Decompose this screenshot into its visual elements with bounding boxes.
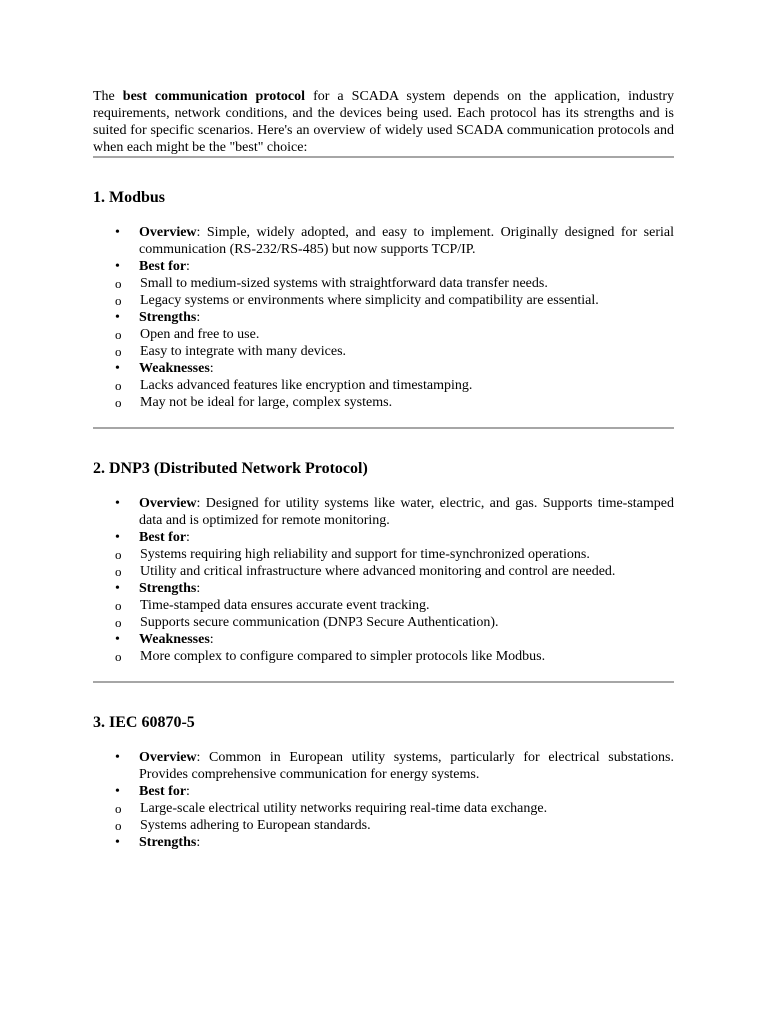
colon: : [186, 259, 190, 274]
sub-list-item [93, 292, 674, 309]
colon: : [196, 310, 201, 325]
sub-list-item [93, 817, 674, 834]
sub-item-text: Lacks advanced features like encryption and timestamping. [140, 378, 473, 393]
sub-item-text: Systems adhering to European standards. [140, 818, 371, 833]
bullet-icon: • [115, 361, 120, 376]
sub-bullet-icon: o [115, 293, 122, 308]
sub-list-item [93, 563, 674, 580]
overview-text: : Common in European utility systems, particularly for electrical substations. Provides comprehensive communication for energy systems. [139, 750, 674, 782]
sub-item-text: Large-scale electrical utility networks requiring real-time data exchange. [140, 801, 548, 816]
sub-bullet-icon: o [115, 564, 122, 579]
label-overview: Overview [139, 496, 197, 511]
label-best-for: Best for [139, 259, 187, 274]
sub-list-item [93, 377, 674, 394]
sub-list-item [93, 614, 674, 631]
sub-bullet-icon: o [115, 395, 122, 410]
colon: : [196, 581, 201, 596]
bullet-icon: • [115, 784, 120, 799]
sub-item-text: Open and free to use. [140, 327, 260, 342]
bullet-icon: • [115, 750, 120, 765]
sub-item-text: May not be ideal for large, complex systems. [140, 395, 393, 410]
sub-item-text: Legacy systems or environments where simplicity and compatibility are essential. [140, 293, 599, 308]
bullet-icon: • [115, 835, 120, 850]
section-title-iec: 3. IEC 60870-5 [93, 714, 195, 731]
colon: : [186, 784, 190, 799]
label-overview: Overview [139, 225, 197, 240]
sub-list-item [93, 597, 674, 614]
weaknesses-sublist [93, 377, 674, 411]
list-item-overview [93, 495, 674, 529]
sub-list-item [93, 800, 674, 817]
sub-bullet-icon: o [115, 801, 122, 816]
list-item-strengths [93, 580, 674, 597]
bullet-icon: • [115, 310, 120, 325]
label-strengths: Strengths [139, 835, 197, 850]
overview-text: : Designed for utility systems like water, electric, and gas. Supports time-stamped data and is optimized for remote monitoring. [139, 496, 674, 528]
bullet-icon: • [115, 632, 120, 647]
list-item-best-for [93, 529, 674, 546]
iec-list [93, 749, 674, 851]
list-item-best-for [93, 783, 674, 800]
strengths-sublist [93, 597, 674, 631]
best-for-sublist [93, 275, 674, 309]
intro-bold: best communication protocol [122, 89, 306, 104]
bullet-icon: • [115, 225, 120, 240]
bullet-icon: • [115, 259, 120, 274]
sub-bullet-icon: o [115, 598, 122, 613]
sub-item-text: Systems requiring high reliability and support for time-synchronized operations. [140, 547, 590, 562]
intro-post: for a SCADA system depends on the application, industry requirements, network conditions, and the devices being used. Each protocol has its strengths and is suited for specific scenarios. Here's an overview of widely used SCADA communication protocols and when each might be the "best" choice: [93, 89, 674, 155]
sub-list-item [93, 343, 674, 360]
sublist-container [47, 275, 674, 309]
sub-bullet-icon: o [115, 276, 122, 291]
label-weaknesses: Weaknesses [139, 361, 210, 376]
sub-item-text: Easy to integrate with many devices. [140, 344, 347, 359]
list-item-overview [93, 224, 674, 258]
sub-list-item [93, 275, 674, 292]
best-for-sublist [93, 800, 674, 834]
colon: : [209, 361, 214, 376]
sub-item-text: More complex to configure compared to simpler protocols like Modbus. [140, 649, 546, 664]
sub-bullet-icon: o [115, 615, 122, 630]
label-overview: Overview [139, 750, 197, 765]
sub-list-item [93, 326, 674, 343]
intro-pre: The [93, 89, 123, 104]
sub-bullet-icon: o [115, 327, 122, 342]
label-strengths: Strengths [139, 310, 197, 325]
sub-item-text: Utility and critical infrastructure where advanced monitoring and control are needed. [140, 564, 616, 579]
colon: : [186, 530, 190, 545]
sub-bullet-icon: o [115, 378, 122, 393]
bullet-icon: • [115, 581, 120, 596]
label-strengths: Strengths [139, 581, 197, 596]
overview-text: : Simple, widely adopted, and easy to implement. Originally designed for serial communication (RS-232/RS-485) but now supports TCP/IP. [139, 225, 674, 257]
sublist-container [47, 546, 674, 580]
sublist-container [47, 800, 674, 834]
list-item-weaknesses [93, 631, 674, 648]
sub-list-item [93, 648, 674, 665]
best-for-sublist [93, 546, 674, 580]
section-title-dnp3: 2. DNP3 (Distributed Network Protocol) [93, 460, 368, 477]
sub-item-text: Small to medium-sized systems with straightforward data transfer needs. [140, 276, 548, 291]
weaknesses-sublist [93, 648, 674, 665]
label-best-for: Best for [139, 784, 187, 799]
colon: : [209, 632, 214, 647]
sub-list-item [93, 546, 674, 563]
sub-item-text: Supports secure communication (DNP3 Secure Authentication). [140, 615, 499, 630]
strengths-sublist [93, 326, 674, 360]
modbus-list [93, 224, 674, 411]
sublist-container [47, 648, 674, 665]
list-item-strengths [93, 834, 674, 851]
sub-bullet-icon: o [115, 344, 122, 359]
list-item-weaknesses [93, 360, 674, 377]
sub-bullet-icon: o [115, 547, 122, 562]
colon: : [196, 835, 201, 850]
section-title-modbus: 1. Modbus [93, 189, 166, 206]
intro-paragraph [93, 88, 674, 156]
sub-item-text: Time-stamped data ensures accurate event tracking. [140, 598, 430, 613]
list-item-strengths [93, 309, 674, 326]
sub-list-item [93, 394, 674, 411]
sublist-container [47, 377, 674, 411]
sublist-container [47, 326, 674, 360]
sublist-container [47, 597, 674, 631]
dnp3-list [93, 495, 674, 665]
bullet-icon: • [115, 530, 120, 545]
label-weaknesses: Weaknesses [139, 632, 210, 647]
sub-bullet-icon: o [115, 818, 122, 833]
sub-bullet-icon: o [115, 649, 122, 664]
bullet-icon: • [115, 496, 120, 511]
label-best-for: Best for [139, 530, 187, 545]
document-body [93, 88, 674, 851]
list-item-best-for [93, 258, 674, 275]
list-item-overview [93, 749, 674, 783]
